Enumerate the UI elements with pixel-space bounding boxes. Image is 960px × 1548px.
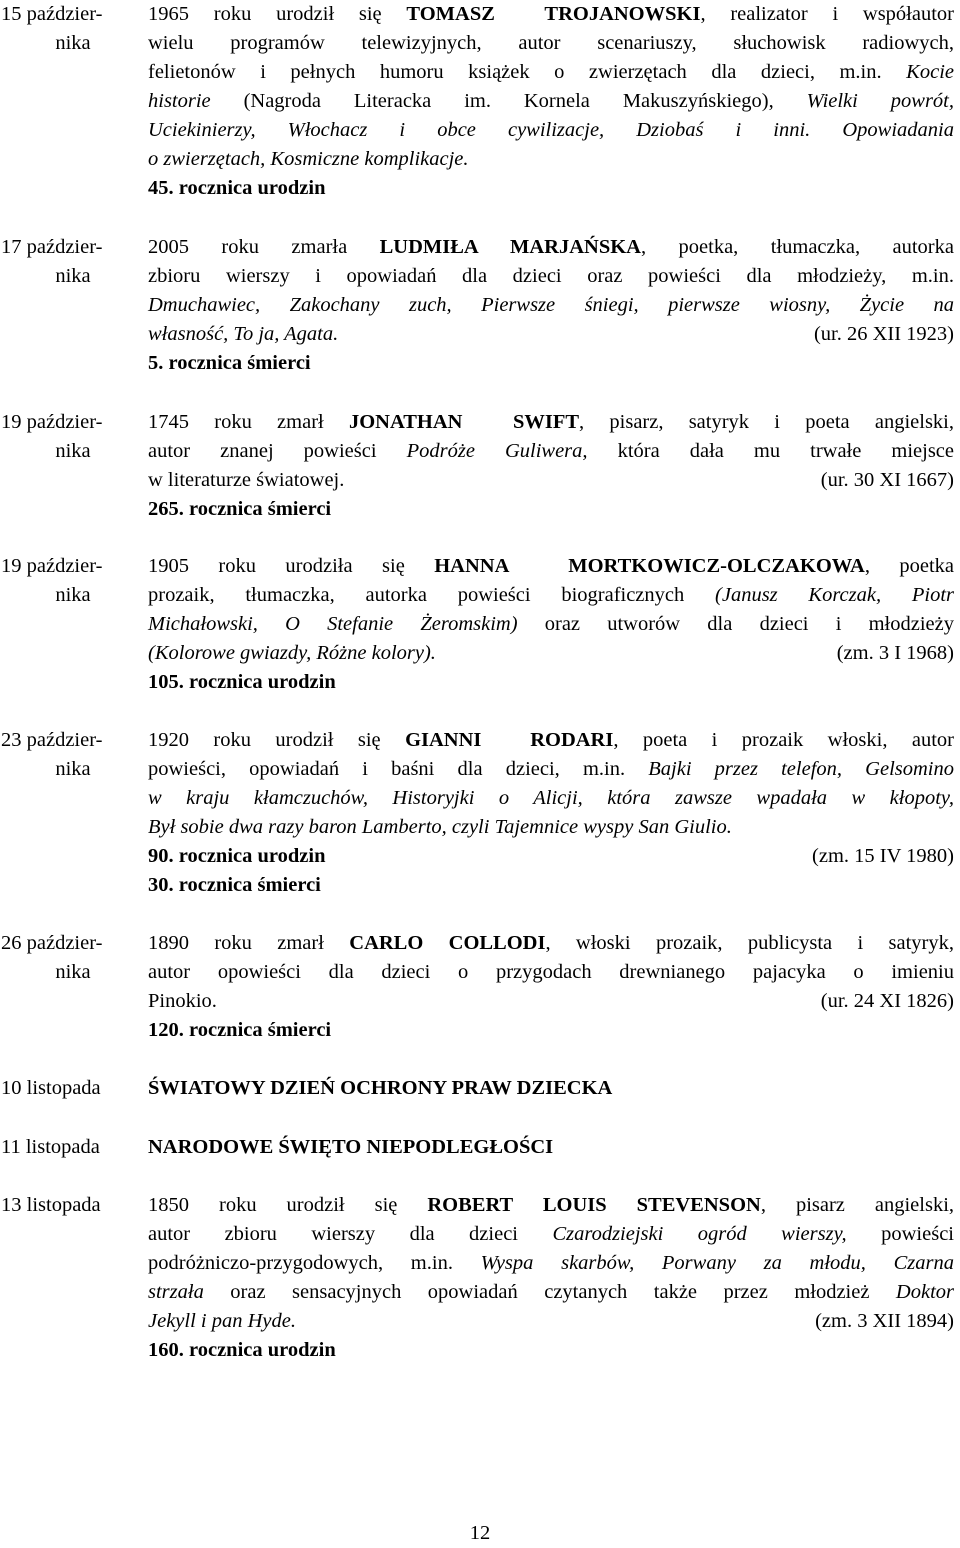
- entry-date: 17 paździer- nika: [1, 236, 103, 287]
- entry-date: 15 paździer- nika: [1, 3, 103, 54]
- entry-date: 23 paździer- nika: [1, 729, 103, 780]
- text-line: podróżniczo-przygodowych, m.in. Wyspa skarbów, Porwany za młodu, Czarna: [148, 1252, 954, 1274]
- entry-date: 19 paździer- nika: [1, 411, 103, 462]
- text-line: 90. rocznica urodzin (zm. 15 IV 1980): [148, 845, 954, 867]
- page-number: 12: [469, 1522, 491, 1544]
- entry-date: 13 listopada: [1, 1194, 101, 1216]
- text-line: 2005 roku zmarła LUDMIŁA MARJAŃSKA, poetka, tłumaczka, autorka: [148, 236, 954, 258]
- entry-text: [148, 233, 954, 378]
- entry-date: 10 listopada: [1, 1077, 101, 1099]
- text-line: Pinokio. (ur. 24 XI 1826): [148, 990, 954, 1012]
- text-line: wielu programów telewizyjnych, autor scenariuszy, słuchowisk radiowych,: [148, 32, 954, 54]
- text-line: Jekyll i pan Hyde. (zm. 3 XII 1894): [148, 1310, 954, 1332]
- anniversary-label: 105. rocznica urodzin: [148, 671, 336, 693]
- text-line: 1920 roku urodził się GIANNI RODARI, poeta i prozaik włoski, autor: [148, 729, 954, 751]
- text-line: strzała oraz sensacyjnych opowiadań czytanych także przez młodzież Doktor: [148, 1281, 954, 1303]
- entry-text: [148, 929, 954, 1045]
- text-line: Dmuchawiec, Zakochany zuch, Pierwsze śniegi, pierwsze wiosny, Życie na: [148, 294, 954, 316]
- text-line: 1905 roku urodziła się HANNA MORTKOWICZ-OLCZAKOWA, poetka: [148, 555, 955, 577]
- entry-text: [148, 1191, 954, 1365]
- text-line: własność, To ja, Agata. (ur. 26 XII 1923): [148, 323, 954, 345]
- text-line: zbioru wierszy i opowiadań dla dzieci oraz powieści dla młodzieży, m.in.: [148, 265, 954, 287]
- text-line: 1890 roku zmarł CARLO COLLODI, włoski prozaik, publicysta i satyryk,: [148, 932, 954, 954]
- text-line: powieści, opowiadań i baśni dla dzieci, m.in. Bajki przez telefon, Gelsomino: [148, 758, 954, 780]
- text-line: autor opowieści dla dzieci o przygodach drewnianego pajacyka o imieniu: [148, 961, 954, 983]
- anniversary-label: 265. rocznica śmierci: [148, 498, 332, 520]
- text-line: 1850 roku urodził się ROBERT LOUIS STEVENSON, pisarz angielski,: [148, 1194, 955, 1216]
- entry-text: [148, 0, 954, 203]
- entry-date: 11 listopada: [1, 1136, 100, 1158]
- anniversary-label: 160. rocznica urodzin: [148, 1339, 336, 1361]
- text-line: w kraju kłamczuchów, Historyjki o Alicji, która zawsze wpadała w kłopoty,: [148, 787, 954, 809]
- text-line: 1965 roku urodził się TOMASZ TROJANOWSKI, realizator i współautor: [148, 3, 955, 25]
- anniversary-label: 30. rocznica śmierci: [148, 874, 321, 896]
- text-line: 1745 roku zmarł JONATHAN SWIFT, pisarz, satyryk i poeta angielski,: [148, 411, 954, 433]
- text-line: (Kolorowe gwiazdy, Różne kolory). (zm. 3 I 1968): [148, 642, 954, 664]
- entry-text: [148, 552, 954, 697]
- text-line: w literaturze światowej. (ur. 30 XI 1667): [148, 469, 954, 491]
- entry-text: [148, 408, 954, 524]
- text-line: Uciekinierzy, Włochacz i obce cywilizacje, Dziobaś i inni. Opowiadania: [148, 119, 954, 141]
- anniversary-label: 45. rocznica urodzin: [148, 177, 326, 199]
- text-line: autor znanej powieści Podróże Guliwera, która dała mu trwałe miejsce: [148, 440, 954, 462]
- holiday-title: ŚWIATOWY DZIEŃ OCHRONY PRAW DZIECKA: [148, 1077, 613, 1099]
- text-line: Był sobie dwa razy baron Lamberto, czyli Tajemnice wyspy San Giulio.: [148, 816, 732, 838]
- anniversary-label: 5. rocznica śmierci: [148, 352, 311, 374]
- text-line: o zwierzętach, Kosmiczne komplikacje.: [148, 148, 469, 170]
- entry-date: 19 paździer- nika: [1, 555, 103, 606]
- text-line: prozaik, tłumaczka, autorka powieści biograficznych (Janusz Korczak, Piotr: [148, 584, 955, 606]
- holiday-title: NARODOWE ŚWIĘTO NIEPODLEGŁOŚCI: [148, 1136, 554, 1158]
- text-line: felietonów i pełnych humoru książek o zwierzętach dla dzieci, m.in. Kocie: [148, 61, 954, 83]
- anniversary-label: 120. rocznica śmierci: [148, 1019, 332, 1041]
- entry-date: 26 paździer- nika: [1, 932, 103, 983]
- text-line: Michałowski, O Stefanie Żeromskim) oraz utworów dla dzieci i młodzieży: [148, 613, 954, 635]
- text-line: historie (Nagroda Literacka im. Kornela Makuszyńskiego), Wielki powrót,: [148, 90, 954, 112]
- entry-text: [148, 726, 954, 900]
- text-line: autor zbioru wierszy dla dzieci Czarodziejski ogród wierszy, powieści: [148, 1223, 954, 1245]
